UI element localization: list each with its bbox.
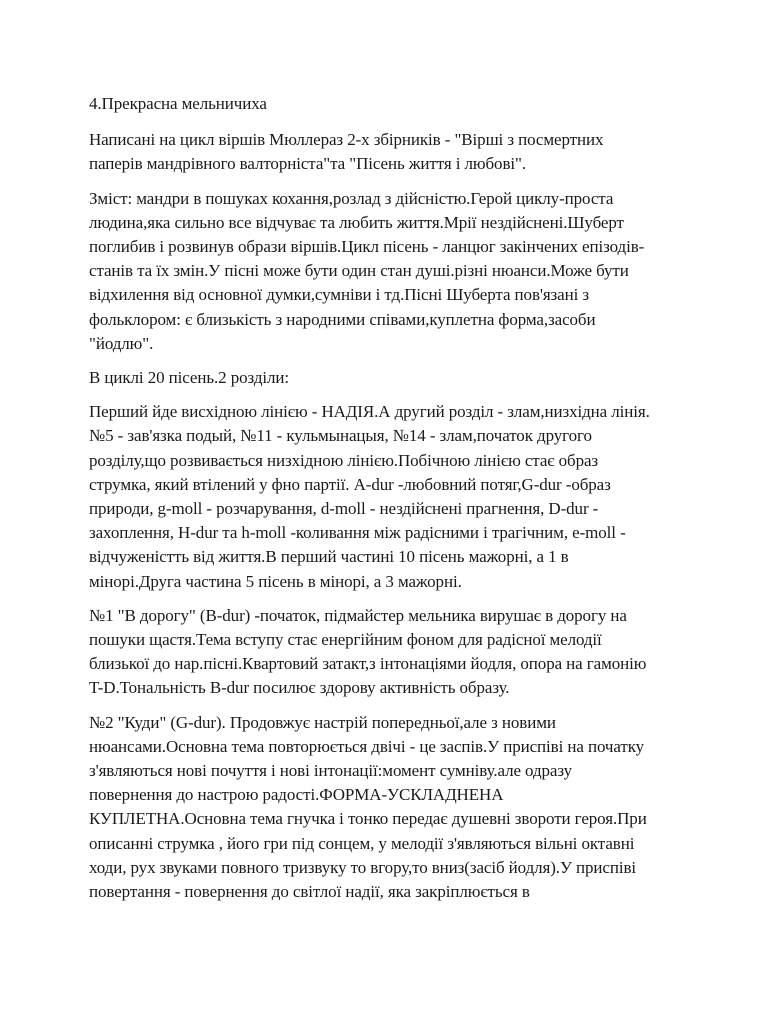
paragraph	[89, 604, 708, 701]
paragraph	[89, 711, 708, 905]
text-line: з'являються нові почуття і нові інтонації:момент сумніву.але одразу	[89, 761, 573, 781]
text-line: паперів мандрівного валторніста"та "Пісень життя і любові".	[89, 154, 526, 174]
text-line: T-D.Тональність B-dur посилює здорову активність образу.	[89, 678, 510, 698]
text-line: повернення до настрою радості.ФОРМА-УСКЛАДНЕНА	[89, 785, 504, 805]
text-line: природи, g-moll - розчарування, d-moll - нездійснені прагнення, D-dur -	[89, 499, 599, 519]
text-line: №5 - зав'язка подый, №11 - кульмынацыя, №14 - злам,початок другого	[89, 426, 592, 446]
text-line: Зміст: мандри в пошуках кохання,розлад з дійсністю.Герой циклу-проста	[89, 188, 614, 208]
text-line: В циклі 20 пісень.2 розділи:	[89, 368, 290, 388]
text-line: відхилення від основної думки,сумніви і тд.Пісні Шуберта пов'язані з	[89, 285, 589, 305]
text-line: поглибив і розвинув образи віршів.Цикл пісень - ланцюг закінчених епізодів-	[89, 237, 645, 257]
text-line: захоплення, H-dur та h-moll -коливання між радісними і трагічним, e-moll -	[89, 523, 626, 543]
text-line: "йодлю".	[89, 333, 154, 353]
text-line: ходи, рух звуками повного тризвуку то вгору,то вниз(засіб йодля).У приспіві	[89, 857, 637, 877]
paragraph	[89, 128, 708, 176]
text-line: КУПЛЕТНА.Основна тема гнучка і тонко передає душевні звороти героя.При	[89, 809, 647, 829]
text-line: відчуженістть від життя.В перший частині 10 пісень мажорні, а 1 в	[89, 547, 569, 567]
text-line: Написані на цикл віршів Мюллераз 2-х збірників - "Вірші з посмертних	[89, 130, 604, 150]
text-line: №1 "В дорогу" (B-dur) -початок, підмайстер мельника вирушає в дорогу на	[89, 605, 627, 625]
section-heading: 4.Прекрасна мельничиха	[89, 94, 267, 113]
text-line: станів та їх змін.У пісні може бути один стан душі.різні нюанси.Може бути	[89, 261, 629, 281]
text-line: мінорі.Друга частина 5 пісень в мінорі, а 3 мажорні.	[89, 571, 462, 591]
document-body	[89, 128, 708, 904]
paragraph	[89, 187, 708, 356]
text-line: людина,яка сильно все відчуває та любить життя.Мрії нездійснені.Шуберт	[89, 212, 624, 232]
text-line: №2 "Куди" (G-dur). Продовжує настрій попередньої,але з новими	[89, 712, 556, 732]
text-line: Перший йде висхідною лінією - НАДІЯ.А другий розділ - злам,низхідна лінія.	[89, 402, 650, 422]
text-line: фольклором: є близькість з народними співами,куплетна форма,засоби	[89, 309, 596, 329]
text-line: повертання - повернення до світлої надії, яка закріплюється в	[89, 882, 530, 902]
text-line: близької до нар.пісні.Квартовий затакт,з інтонаціями йодля, опора на гамонію	[89, 654, 647, 674]
text-line: розділу,що розвивається низхідною лінією.Побічною лінією стає образ	[89, 450, 599, 470]
text-line: нюансами.Основна тема повторюється двічі - це заспів.У приспіві на початку	[89, 736, 645, 756]
text-line: пошуки щастя.Тема вступу стає енергійним фоном для радісної мелодії	[89, 630, 602, 650]
text-line: описанні струмка , його гри під сонцем, у мелодії з'являються вільні октавні	[89, 833, 635, 853]
text-line: струмка, який втілений у фно партії. A-dur -любовний потяг,G-dur -образ	[89, 474, 611, 494]
paragraph	[89, 366, 708, 390]
paragraph	[89, 400, 708, 594]
